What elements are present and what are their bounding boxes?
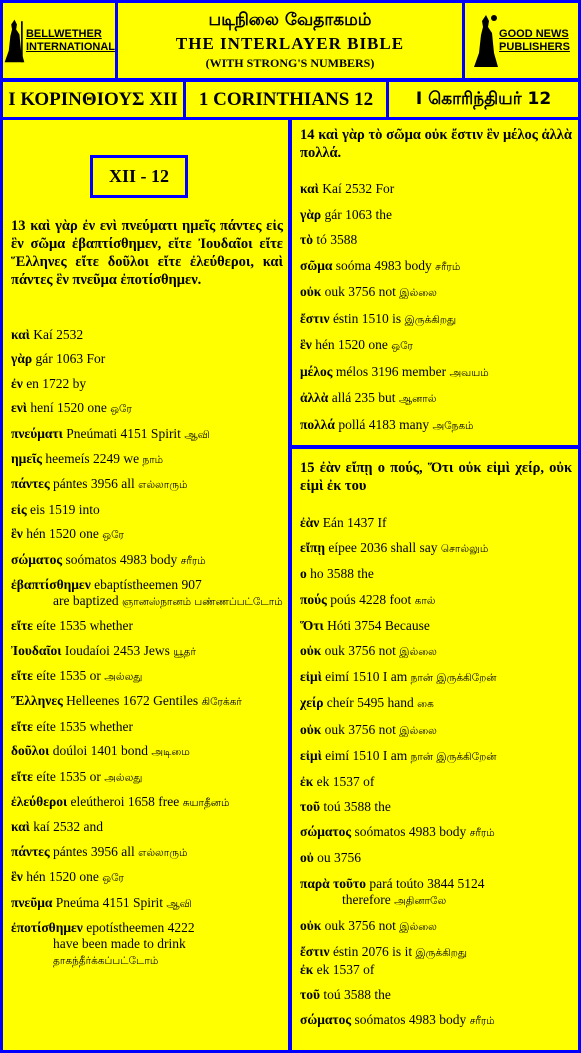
transliteration-strongs: toú 3588 the bbox=[319, 799, 391, 815]
greek-word: πνεῦμα bbox=[11, 894, 53, 910]
transliteration-strongs: pántes 3956 all bbox=[49, 843, 135, 859]
greek-word: πολλά bbox=[300, 416, 335, 432]
interlinear-entry bbox=[300, 918, 572, 935]
transliteration-strongs: soómatos 4983 body bbox=[351, 824, 467, 840]
torch-figure-icon bbox=[473, 13, 499, 68]
greek-word: εἴπῃ bbox=[300, 540, 326, 556]
transliteration-strongs: gár 1063 For bbox=[32, 351, 106, 367]
verse-14-word-list bbox=[300, 181, 572, 443]
interlinear-entry bbox=[11, 327, 283, 343]
greek-word: οὐκ bbox=[300, 284, 322, 299]
transliteration-strongs: soómatos 4983 body bbox=[62, 551, 178, 567]
interlinear-entry bbox=[300, 695, 572, 712]
greek-word: τοῦ bbox=[300, 799, 320, 815]
tamil-gloss: சரீரம் bbox=[435, 260, 461, 273]
transliteration-strongs: eípee 2036 shall say bbox=[325, 540, 438, 556]
tamil-gloss: யூதர் bbox=[173, 645, 196, 658]
greek-word: εἴτε bbox=[11, 668, 33, 684]
greek-word: εἰς bbox=[11, 501, 27, 517]
transliteration-strongs: ebaptístheemen 907 bbox=[90, 576, 202, 592]
transliteration-strongs: ouk 3756 not bbox=[321, 917, 396, 933]
transliteration-strongs: éstin 2076 is it bbox=[329, 944, 413, 959]
interlinear-entry bbox=[300, 515, 572, 531]
transliteration-strongs: ou 3756 bbox=[313, 850, 362, 866]
greek-word: καὶ bbox=[11, 327, 30, 342]
interlinear-entry bbox=[300, 232, 572, 248]
transliteration-strongs: ouk 3756 not bbox=[321, 642, 396, 658]
tamil-gloss: ஆவி bbox=[184, 428, 210, 441]
tamil-gloss: எல்லாரும் bbox=[138, 479, 188, 492]
interlinear-entry bbox=[300, 799, 572, 815]
interlinear-entry bbox=[11, 476, 283, 493]
tamil-gloss: அடிமை bbox=[151, 746, 190, 759]
tamil-gloss: ஒரே bbox=[102, 872, 124, 885]
english-gloss: are baptized bbox=[53, 592, 119, 608]
transliteration-strongs: pará toúto 3844 5124 bbox=[366, 875, 485, 891]
interlinear-entry bbox=[300, 774, 572, 790]
greek-word: παρὰ τοῦτο bbox=[300, 875, 367, 891]
interlinear-entry bbox=[300, 824, 572, 841]
interlinear-entry bbox=[300, 962, 572, 978]
greek-word: Ὅτι bbox=[300, 617, 324, 633]
greek-word: οὐκ bbox=[300, 917, 322, 933]
interlinear-entry bbox=[300, 284, 572, 301]
greek-word: ἐποτίσθημεν bbox=[11, 919, 83, 935]
strongs-subtitle: (WITH STRONG'S NUMBERS) bbox=[205, 56, 375, 70]
greek-word: εἰμὶ bbox=[300, 747, 322, 763]
interlinear-entry bbox=[11, 895, 283, 912]
interlinear-entry bbox=[11, 693, 283, 710]
verse-15-greek: 15 ἐὰν εἴπῃ ο πούς, Ὅτι οὐκ εἰμὶ χείρ, οὐκ εἰμὶ ἐκ του bbox=[300, 460, 572, 494]
interlinear-entry bbox=[11, 618, 283, 634]
transliteration-strongs: heemeís 2249 we bbox=[41, 450, 140, 466]
transliteration-strongs: Pneúma 4151 Spirit bbox=[52, 894, 164, 910]
transliteration-strongs: eíte 1535 or bbox=[32, 768, 101, 784]
greek-word: ἀλλὰ bbox=[300, 390, 329, 405]
interlinear-entry bbox=[11, 426, 283, 443]
interlinear-entry bbox=[11, 351, 283, 367]
tamil-gloss: இருக்கிறது bbox=[415, 947, 467, 959]
interlinear-entry bbox=[11, 920, 283, 969]
transliteration-strongs: mélos 3196 member bbox=[332, 363, 447, 379]
greek-word: εἴτε bbox=[11, 618, 33, 634]
transliteration-strongs: eimí 1510 I am bbox=[321, 747, 408, 763]
interlinear-entry bbox=[300, 540, 572, 557]
transliteration-strongs: pántes 3956 all bbox=[49, 476, 135, 492]
greek-word: πνεύματι bbox=[11, 425, 63, 441]
interlinear-entry bbox=[11, 526, 283, 543]
interlinear-entry bbox=[300, 643, 572, 660]
transliteration-strongs: tó 3588 bbox=[312, 232, 358, 247]
interlinear-entry bbox=[300, 987, 572, 1003]
tamil-gloss: கை bbox=[417, 698, 434, 711]
interlinear-entry bbox=[11, 376, 283, 392]
interlinear-entry bbox=[11, 869, 283, 886]
english-gloss: therefore bbox=[342, 891, 391, 907]
tamil-gloss: தாகந்தீர்க்கப்பட்டோம் bbox=[53, 954, 159, 967]
transliteration-strongs: eis 1519 into bbox=[26, 501, 100, 517]
greek-word: ἐλεύθεροι bbox=[11, 794, 68, 810]
transliteration-strongs: poús 4228 foot bbox=[326, 591, 412, 607]
greek-word: ἓν bbox=[11, 869, 23, 885]
interlinear-entry bbox=[300, 592, 572, 609]
english-gloss: have been made to drink bbox=[53, 935, 186, 951]
greek-word: οὐκ bbox=[300, 642, 322, 658]
interlinear-entry bbox=[300, 364, 572, 381]
greek-word: δοῦλοι bbox=[11, 743, 50, 759]
tamil-gloss: கிரேக்கர் bbox=[201, 696, 242, 709]
tamil-book-title: I கொரிந்தியர் 12 bbox=[389, 82, 578, 117]
page-header bbox=[118, 3, 462, 78]
transliteration-strongs: en 1722 by bbox=[22, 375, 87, 391]
interlinear-entry bbox=[300, 850, 572, 866]
greek-book-title: Ι ΚΟΡΙΝΘΙΟΥΣ XII bbox=[3, 82, 183, 117]
greek-word: σώματος bbox=[300, 1012, 352, 1028]
transliteration-strongs: Kaí 2532 For bbox=[318, 181, 395, 196]
verse-15-word-list bbox=[300, 515, 572, 1039]
transliteration-strongs: gár 1063 the bbox=[321, 206, 392, 222]
interlinear-entry bbox=[11, 643, 283, 660]
transliteration-strongs: ek 1537 of bbox=[313, 773, 375, 789]
interlinear-entry bbox=[300, 311, 572, 328]
tamil-gloss: இல்லை bbox=[399, 920, 437, 933]
greek-word: σώματος bbox=[11, 551, 63, 567]
interlinear-entry bbox=[300, 748, 572, 765]
interlinear-entry bbox=[300, 181, 572, 197]
transliteration-strongs: Eán 1437 If bbox=[319, 515, 387, 530]
interlinear-entry bbox=[11, 577, 283, 610]
greek-word: οὐκ bbox=[300, 721, 322, 737]
transliteration-strongs: ouk 3756 not bbox=[321, 284, 396, 299]
interlinear-entry bbox=[300, 417, 572, 434]
greek-word: Ἕλληνες bbox=[11, 693, 63, 709]
greek-word: γὰρ bbox=[11, 351, 33, 367]
tamil-gloss: கால் bbox=[414, 594, 436, 607]
transliteration-strongs: epotístheemen 4222 bbox=[82, 919, 195, 935]
tamil-gloss: நாம் bbox=[142, 453, 164, 466]
tamil-gloss: அநேகம் bbox=[432, 419, 474, 432]
transliteration-strongs: hén 1520 one bbox=[22, 526, 99, 542]
tamil-gloss: அல்லது bbox=[104, 771, 143, 784]
verse-13-greek: 13 καὶ γὰρ ἐν ενὶ πνεύματι ημεῖς πάντες εἰς ἓν σῶμα ἐβαπτίσθημεν, εἴτε Ἰουδαῖοι εἴτε Ἕλληνες εἴτε δοῦλοι εἴτε ἐλεύθεροι, καὶ πάντες ἓν πνεῦμα ἐποτίσθημεν. bbox=[11, 218, 283, 288]
greek-word: πάντες bbox=[11, 843, 50, 859]
transliteration-strongs: toú 3588 the bbox=[319, 987, 391, 1003]
greek-word: εἴτε bbox=[11, 768, 33, 784]
transliteration-strongs: ouk 3756 not bbox=[321, 721, 396, 737]
tamil-gloss: சரீரம் bbox=[180, 554, 206, 567]
transliteration-strongs: hén 1520 one bbox=[22, 869, 99, 885]
transliteration-strongs: hén 1520 one bbox=[311, 337, 388, 352]
right-logo-line-2: PUBLISHERS bbox=[499, 40, 570, 53]
good-news-logo bbox=[465, 3, 578, 78]
transliteration-strongs: soóma 4983 body bbox=[332, 257, 432, 273]
transliteration-strongs: ho 3588 the bbox=[306, 566, 374, 582]
greek-word: ἓν bbox=[300, 337, 312, 352]
interlinear-entry bbox=[300, 566, 572, 582]
interlinear-entry bbox=[11, 552, 283, 569]
greek-word: ἔστιν bbox=[300, 310, 330, 326]
greek-word: ἓν bbox=[11, 526, 23, 542]
tamil-gloss: அதினாலே bbox=[394, 894, 447, 907]
interlinear-entry bbox=[11, 451, 283, 468]
left-logo-line-2: INTERNATIONAL bbox=[25, 40, 115, 53]
interlinear-entry bbox=[300, 669, 572, 686]
verse-14-panel bbox=[292, 120, 578, 445]
greek-word: σῶμα bbox=[300, 257, 333, 273]
english-bible-title: THE INTERLAYER BIBLE bbox=[175, 34, 405, 53]
verse-14-greek: 14 καὶ γὰρ τὸ σῶμα οὐκ ἔστιν ἓν μέλος ἀλλὰ πολλά. bbox=[300, 127, 572, 161]
transliteration-strongs: eleútheroi 1658 free bbox=[67, 794, 180, 810]
transliteration-strongs: allá 235 but bbox=[328, 390, 396, 405]
english-book-title: 1 CORINTHIANS 12 bbox=[186, 82, 386, 117]
transliteration-strongs: eíte 1535 or bbox=[32, 668, 101, 684]
tamil-gloss: சொல்லும் bbox=[440, 543, 489, 556]
greek-word: εἴτε bbox=[11, 718, 33, 734]
transliteration-strongs: cheír 5495 hand bbox=[323, 695, 414, 711]
interlinear-entry bbox=[11, 743, 283, 760]
interlinear-entry bbox=[300, 876, 572, 909]
interlinear-entry bbox=[300, 390, 572, 407]
greek-word: ενὶ bbox=[11, 400, 27, 416]
tamil-gloss: இல்லை bbox=[399, 287, 437, 299]
verse-15-panel bbox=[292, 449, 578, 1050]
greek-word: ἐβαπτίσθημεν bbox=[11, 576, 91, 592]
transliteration-strongs: soómatos 4983 body bbox=[351, 1012, 467, 1028]
interlinear-entry bbox=[300, 258, 572, 275]
interlinear-entry bbox=[11, 844, 283, 861]
greek-word: τοῦ bbox=[300, 987, 320, 1003]
transliteration-strongs: eíte 1535 whether bbox=[32, 618, 134, 634]
tamil-gloss: நான் இருக்கிறேன் bbox=[410, 672, 497, 685]
transliteration-strongs: hení 1520 one bbox=[27, 400, 107, 416]
tamil-gloss: சரீரம் bbox=[469, 827, 495, 840]
bellwether-logo bbox=[3, 3, 115, 78]
interlinear-entry bbox=[11, 668, 283, 685]
tamil-gloss: இல்லை bbox=[399, 724, 437, 737]
greek-word: καὶ bbox=[300, 181, 319, 196]
verse-13-panel bbox=[3, 120, 288, 1050]
chapter-label: XII - 12 bbox=[90, 155, 188, 198]
transliteration-strongs: éstin 1510 is bbox=[329, 310, 402, 326]
tamil-gloss: சரீரம் bbox=[469, 1015, 495, 1028]
greek-word: Ἰουδαῖοι bbox=[11, 642, 62, 658]
transliteration-strongs: ek 1537 of bbox=[313, 962, 375, 977]
greek-word: καὶ bbox=[11, 819, 30, 835]
interlinear-entry bbox=[300, 722, 572, 739]
tamil-gloss: அவயம் bbox=[449, 366, 489, 379]
interlinear-entry bbox=[300, 207, 572, 223]
interlinear-entry bbox=[11, 719, 283, 735]
greek-word: ημεῖς bbox=[11, 450, 42, 466]
interlinear-entry bbox=[300, 1012, 572, 1029]
tamil-gloss: இருக்கிறது bbox=[404, 313, 457, 326]
left-logo-line-1: BELLWETHER bbox=[25, 27, 102, 40]
greek-word: ἔστιν bbox=[300, 944, 330, 959]
greek-word: εἰμὶ bbox=[300, 669, 322, 685]
tamil-gloss: ஒரே bbox=[110, 403, 132, 416]
greek-word: ἐκ bbox=[300, 773, 314, 789]
tamil-gloss: ஒரே bbox=[102, 529, 124, 542]
tamil-gloss: ஆவி bbox=[166, 897, 192, 910]
interlinear-entry bbox=[11, 794, 283, 811]
transliteration-strongs: Helleenes 1672 Gentiles bbox=[62, 693, 199, 709]
transliteration-strongs: pollá 4183 many bbox=[334, 416, 430, 432]
interlinear-entry bbox=[11, 502, 283, 518]
transliteration-strongs: kaí 2532 and bbox=[29, 819, 103, 835]
greek-word: γὰρ bbox=[300, 206, 322, 222]
transliteration-strongs: eíte 1535 whether bbox=[32, 718, 134, 734]
tamil-gloss: அல்லது bbox=[104, 671, 143, 684]
interlinear-entry bbox=[11, 819, 283, 835]
transliteration-strongs: Pneúmati 4151 Spirit bbox=[62, 425, 181, 441]
greek-word: χείρ bbox=[300, 695, 324, 711]
tamil-gloss: ஆனால் bbox=[398, 393, 437, 405]
tamil-gloss: ஒரே bbox=[391, 340, 413, 352]
greek-word: σώματος bbox=[300, 824, 352, 840]
greek-word: πούς bbox=[300, 591, 327, 607]
greek-word: ἐὰν bbox=[300, 515, 320, 530]
greek-word: πάντες bbox=[11, 476, 50, 492]
interlinear-entry bbox=[11, 769, 283, 786]
interlinear-entry bbox=[300, 337, 572, 354]
greek-word: τὸ bbox=[300, 232, 313, 247]
interlinear-entry bbox=[300, 618, 572, 634]
greek-word: μέλος bbox=[300, 363, 333, 379]
tamil-bible-title: படிநிலை வேதாகமம் bbox=[208, 10, 372, 30]
transliteration-strongs: Kaí 2532 bbox=[29, 327, 84, 342]
transliteration-strongs: doúloi 1401 bond bbox=[49, 743, 148, 759]
tamil-gloss: சுயாதீனம் bbox=[182, 797, 230, 810]
interlinear-entry bbox=[300, 944, 572, 961]
interlinear-entry bbox=[11, 400, 283, 417]
right-logo-line-1: GOOD NEWS bbox=[499, 27, 569, 40]
transliteration-strongs: Ioudaíoi 2453 Jews bbox=[61, 642, 170, 658]
greek-word: ἐν bbox=[11, 375, 23, 391]
transliteration-strongs: eimí 1510 I am bbox=[321, 669, 408, 685]
greek-word: οὐ bbox=[300, 850, 314, 866]
tamil-gloss: இல்லை bbox=[399, 645, 437, 658]
shepherd-figure-icon bbox=[3, 13, 26, 68]
tamil-gloss: எல்லாரும் bbox=[138, 846, 188, 859]
tamil-gloss: ஞானஸ்நானம் பண்ணப்பட்டோம் bbox=[121, 595, 283, 608]
transliteration-strongs: Hóti 3754 Because bbox=[323, 617, 430, 633]
tamil-gloss: நான் இருக்கிறேன் bbox=[410, 750, 497, 763]
greek-word: ο bbox=[300, 566, 307, 582]
greek-word: ἐκ bbox=[300, 962, 314, 977]
verse-13-word-list bbox=[11, 327, 283, 977]
